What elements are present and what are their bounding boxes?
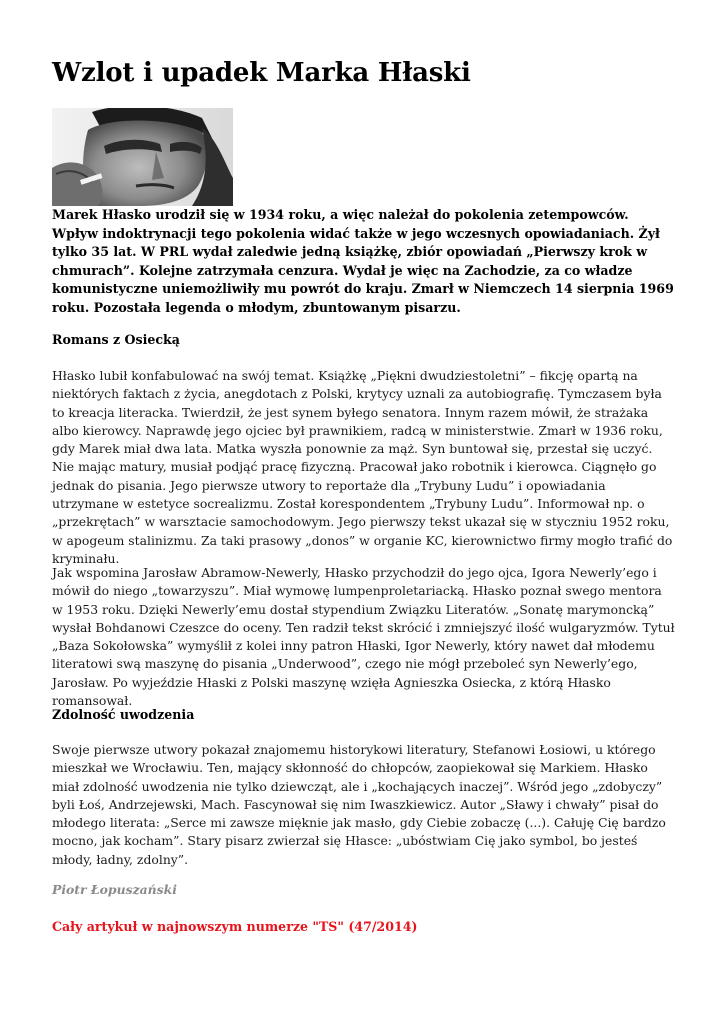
full-article-notice: Cały artykuł w najnowszym numerze "TS" (47/2014)	[52, 919, 418, 934]
section-heading-zdolnosc: Zdolność uwodzenia	[52, 707, 195, 722]
paragraph: Hłasko lubił konfabulować na swój temat. Książkę „Piękni dwudziestoletni” – fikcję opartą na niektórych faktach z życia, anegdotach z Polski, krytycy uznali za autobiografię. Tymczasem była to kreacja literacka. Twierdził, że jest synem byłego senatora. Innym razem mówił, że strażaka albo kierowcy. Naprawdę jego ojciec był prawnikiem, radcą w ministerstwie. Zmarł w 1936 roku, gdy Marek miał dwa lata. Matka wyszła ponownie za mąż. Syn buntował się, przestał się uczyć. Nie mając matury, musiał podjąć pracę fizyczną. Pracował jako robotnik i kierowca. Ciągnęło go jednak do pisania. Jego pierwsze utwory to reportaże dla „Trybuny Ludu” i opowiadania utrzymane w estetyce socrealizmu. Został korespondentem „Trybuny Ludu”. Informował np. o „przekrętach” w warsztacie samochodowym. Jego pierwszy tekst ukazał się w styczniu 1952 roku, w apogeum stalinizmu. Za taki prasowy „donos” w organie KC, kierownictwo firmy mogło trafić do kryminału.	[52, 368, 673, 566]
section-heading-romans: Romans z Osiecką	[52, 332, 180, 347]
author-portrait-photo	[52, 108, 233, 206]
article-title: Wzlot i upadek Marka Hłaski	[52, 58, 471, 88]
paragraph: Jak wspomina Jarosław Abramow-Newerly, Hłasko przychodził do jego ojca, Igora Newerly’ego i mówił do niego „towarzyszu”. Miał wymowę lumpenproletariacką. Hłasko poznał swego mentora w 1953 roku. Dzięki Newerly’emu dostał stypendium Związku Literatów. „Sonatę marymoncką” wysłał Bohdanowi Czeszce do oceny. Ten radził tekst skrócić i zmniejszyć ilość wulgaryzmów. Tytuł „Baza Sokołowska” wymyślił z kolei inny patron Hłaski, Igor Newerly, który nawet dał młodemu literatowi swą maszynę do pisania „Underwood”, czego nie mógł przeboleć syn Newerly’ego, Jarosław. Po wyjeździe Hłaski z Polski maszynę wzięła Agnieszka Osiecka, z którą Hłasko romansował.	[52, 565, 675, 709]
article-lead: Marek Hłasko urodził się w 1934 roku, a więc należał do pokolenia zetempowców. Wpływ indoktrynacji tego pokolenia widać także w jego wczesnych opowiadaniach. Żył tylko 35 lat. W PRL wydał zaledwie jedną książkę, zbiór opowiadań „Pierwszy krok w chmurach”. Kolejne zatrzymała cenzura. Wydał je więc na Zachodzie, za co władze komunistyczne uniemożliwiły mu powrót do kraju. Zmarł w Niemczech 14 sierpnia 1969 roku. Pozostała legenda o młodym, zbuntowanym pisarzu.	[52, 207, 674, 315]
paragraph: Swoje pierwsze utwory pokazał znajomemu historykowi literatury, Stefanowi Łosiowi, u którego mieszkał we Wrocławiu. Ten, mający skłonność do chłopców, zaopiekował się Markiem. Hłasko miał zdolność uwodzenia nie tylko dziewcząt, ale i „kochających inaczej”. Wśród jego „zdobyczy” byli Łoś, Andrzejewski, Mach. Fascynował się nim Iwaszkiewicz. Autor „Sławy i chwały” pisał do młodego literata: „Serce mi zawsze mięknie jak masło, gdy Ciebie zobaczę (...). Całuję Cię bardzo mocno, jak kocham”. Stary pisarz zwierzał się Hłasce: „ubóstwiam Cię jako symbol, bo jesteś młody, ładny, zdolny”.	[52, 742, 666, 867]
author-name: Piotr Łopuszański	[52, 882, 177, 897]
